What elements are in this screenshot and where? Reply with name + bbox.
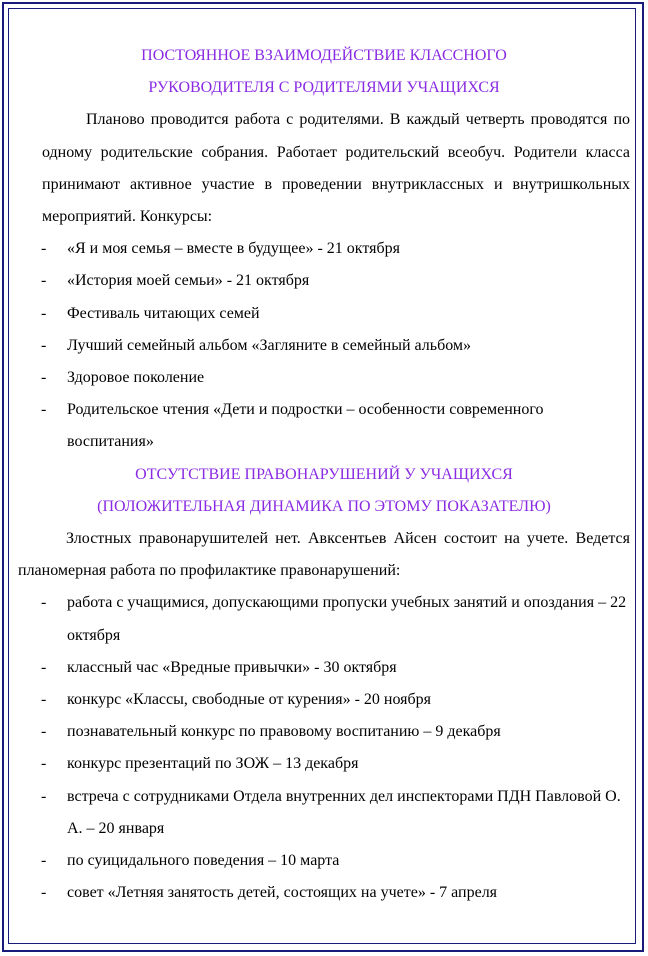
list-item: - конкурс «Классы, свободные от курения» - 20 ноября: [18, 684, 630, 716]
section1-paragraph: Планово проводится работа с родителями. В каждый четверть проводятся по одному родительские собрания. Работает родительский всеобуч. Родители класса принимают активное участие в проведении внутриклассных и внутришкольных мероприятий. Конкурсы:: [42, 111, 630, 226]
list-item: - Фестиваль читающих семей: [18, 298, 630, 330]
list-item: - работа с учащимися, допускающими пропуски учебных занятий и опоздания – 22 октября: [18, 587, 630, 651]
bullet-dash: -: [41, 884, 47, 902]
section2-heading-line1: ОТСУТСТВИЕ ПРАВОНАРУШЕНИЙ У УЧАЩИХСЯ: [135, 465, 513, 483]
bullet-dash: -: [41, 755, 47, 773]
section1-heading-line1: ПОСТОЯННОЕ ВЗАИМОДЕЙСТВИЕ КЛАССНОГО: [141, 47, 507, 64]
section2-heading: [18, 459, 630, 523]
section2-paragraph: Злостных правонарушителей нет. Авксентьев Айсен состоит на учете. Ведется планомерная работа по профилактике правонарушений:: [18, 530, 630, 580]
list-item: - по суицидального поведения – 10 марта: [18, 845, 630, 877]
bullet-dash: -: [41, 369, 47, 387]
bullet-dash: -: [41, 723, 47, 741]
list-item: - Лучший семейный альбом «Загляните в семейный альбом»: [18, 330, 630, 362]
bullet-dash: -: [41, 658, 47, 676]
section1-heading-line2: РУКОВОДИТЕЛЯ С РОДИТЕЛЯМИ УЧАЩИХСЯ: [148, 79, 500, 97]
bullet-dash: -: [41, 594, 47, 612]
list-item: - классный час «Вредные привычки» - 30 октября: [18, 652, 630, 684]
list-item: - познавательный конкурс по правовому воспитанию – 9 декабря: [18, 716, 630, 748]
bullet-dash: -: [41, 304, 47, 322]
section2-list: [18, 587, 630, 909]
bullet-dash: -: [41, 787, 47, 805]
bullet-dash: -: [41, 852, 47, 870]
section1-list: [18, 233, 630, 458]
list-item: - Родительское чтения «Дети и подростки – особенности современного воспитания»: [18, 394, 630, 458]
section2-heading-line2: (ПОЛОЖИТЕЛЬНАЯ ДИНАМИКА ПО ЭТОМУ ПОКАЗАТЕЛЮ): [97, 497, 551, 515]
list-item: - совет «Летняя занятость детей, состоящих на учете» - 7 апреля: [18, 877, 630, 909]
list-item: - конкурс презентаций по ЗОЖ – 13 декабря: [18, 748, 630, 780]
bullet-dash: -: [41, 401, 47, 419]
bullet-dash: -: [41, 336, 47, 354]
section1-heading: [18, 40, 630, 104]
list-item: - «История моей семьи» - 21 октября: [18, 265, 630, 297]
bullet-dash: -: [41, 691, 47, 709]
list-item: - встреча с сотрудниками Отдела внутренних дел инспекторами ПДН Павловой О. А. – 20 января: [18, 781, 630, 845]
list-item: - Здоровое поколение: [18, 362, 630, 394]
bullet-dash: -: [41, 240, 47, 258]
bullet-dash: -: [41, 272, 47, 290]
list-item: - «Я и моя семья – вместе в будущее» - 21 октября: [18, 233, 630, 265]
document-body: [18, 40, 630, 909]
